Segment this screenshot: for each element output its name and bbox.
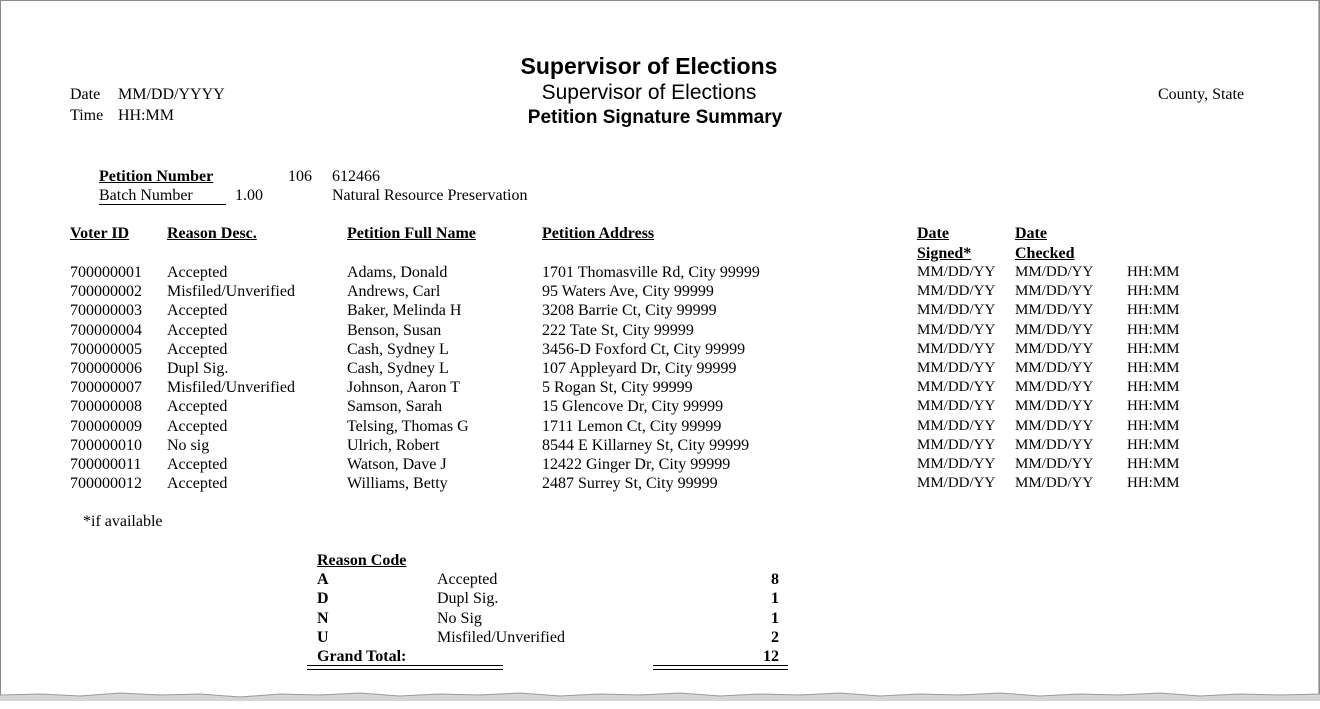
cell-date-signed: MM/DD/YY	[917, 340, 996, 357]
cell-name: Adams, Donald	[347, 264, 448, 281]
summary-count: 1	[771, 590, 779, 608]
cell-reason: Accepted	[167, 302, 228, 320]
cell-address: 222 Tate St, City 99999	[542, 321, 694, 339]
batch-number-value: 1.00	[235, 187, 263, 204]
table-row	[1, 378, 1320, 397]
cell-date-signed: MM/DD/YY	[917, 360, 996, 376]
cell-address: 8544 E Killarney St, City 99999	[542, 436, 750, 454]
summary-desc: Dupl Sig.	[437, 590, 499, 608]
summary-row	[1, 628, 1320, 647]
cell-address: 3208 Barrie Ct, City 99999	[542, 302, 717, 320]
cell-address: 1711 Lemon Ct, City 99999	[542, 417, 722, 435]
table-row	[1, 455, 1320, 474]
cell-reason: Misfiled/Unverified	[167, 283, 295, 301]
petition-number-code: 106	[288, 168, 312, 185]
table-row	[1, 359, 1320, 378]
summary-code: A	[317, 571, 329, 588]
cell-voter-id: 700000012	[70, 475, 142, 493]
report-heading: Petition Signature Summary	[527, 107, 783, 128]
col-header-date-signed-line2: Signed*	[917, 245, 972, 262]
summary-header: Reason Code	[317, 552, 407, 569]
cell-date-signed: MM/DD/YY	[917, 264, 996, 280]
cell-reason: Accepted	[167, 475, 228, 493]
col-header-name: Petition Full Name	[347, 225, 476, 242]
footnote: *if available	[83, 513, 163, 530]
report-title: Supervisor of Elections	[520, 53, 778, 79]
location: County, State	[1158, 86, 1245, 103]
grand-total-value: 12	[763, 648, 779, 665]
cell-voter-id: 700000003	[70, 302, 142, 320]
cell-name: Williams, Betty	[347, 475, 448, 493]
cell-address: 1701 Thomasville Rd, City 99999	[542, 264, 760, 281]
cell-date-checked: MM/DD/YY	[1015, 379, 1094, 396]
cell-name: Johnson, Aaron T	[347, 379, 461, 397]
summary-desc: No Sig	[437, 609, 482, 627]
cell-address: 5 Rogan St, City 99999	[542, 379, 693, 397]
cell-reason: Dupl Sig.	[167, 360, 229, 377]
cell-date-checked: MM/DD/YY	[1015, 398, 1094, 415]
col-header-address: Petition Address	[542, 225, 655, 242]
cell-voter-id: 700000002	[70, 283, 142, 301]
cell-address: 12422 Ginger Dr, City 99999	[542, 456, 731, 473]
summary-count: 2	[771, 628, 779, 646]
cell-time: HH:MM	[1127, 321, 1180, 338]
grand-total-value-rule	[653, 665, 788, 670]
petition-number-value: 612466	[332, 168, 380, 185]
cell-date-signed: MM/DD/YY	[917, 321, 996, 338]
cell-voter-id: 700000005	[70, 340, 142, 358]
cell-name: Benson, Susan	[347, 321, 442, 339]
cell-date-checked: MM/DD/YY	[1015, 340, 1094, 357]
cell-date-checked: MM/DD/YY	[1015, 321, 1094, 338]
cell-voter-id: 700000009	[70, 417, 142, 435]
table-row	[1, 436, 1320, 455]
grand-total-label: Grand Total:	[317, 648, 407, 665]
cell-date-signed: MM/DD/YY	[917, 436, 996, 453]
cell-time: HH:MM	[1127, 379, 1180, 396]
col-header-voter-id: Voter ID	[70, 225, 130, 242]
cell-name: Telsing, Thomas G	[347, 417, 469, 435]
summary-desc: Misfiled/Unverified	[437, 628, 565, 646]
table-row	[1, 263, 1320, 282]
summary-count: 8	[771, 571, 779, 588]
cell-date-signed: MM/DD/YY	[917, 302, 996, 319]
summary-row	[1, 609, 1320, 628]
date-value: MM/DD/YYYY	[118, 86, 225, 103]
cell-date-checked: MM/DD/YY	[1015, 302, 1094, 319]
cell-voter-id: 700000008	[70, 398, 142, 416]
cell-voter-id: 700000011	[70, 456, 142, 473]
batch-underline	[99, 204, 226, 205]
cell-name: Cash, Sydney L	[347, 340, 449, 358]
cell-voter-id: 700000007	[70, 379, 142, 397]
cell-time: HH:MM	[1127, 264, 1180, 280]
table-row	[1, 340, 1320, 359]
cell-name: Baker, Melinda H	[347, 302, 462, 320]
cell-reason: Misfiled/Unverified	[167, 379, 295, 397]
cell-time: HH:MM	[1127, 398, 1180, 415]
cell-voter-id: 700000006	[70, 360, 142, 377]
cell-name: Watson, Dave J	[347, 456, 447, 473]
cell-time: HH:MM	[1127, 360, 1180, 376]
summary-code: U	[317, 628, 329, 646]
cell-address: 107 Appleyard Dr, City 99999	[542, 360, 737, 377]
cell-reason: Accepted	[167, 340, 228, 358]
time-value: HH:MM	[118, 107, 175, 124]
cell-reason: Accepted	[167, 417, 228, 435]
cell-date-signed: MM/DD/YY	[917, 456, 996, 472]
col-header-date-signed-line1: Date	[917, 225, 949, 242]
cell-time: HH:MM	[1127, 302, 1180, 319]
col-header-date-checked-line1: Date	[1015, 225, 1047, 242]
cell-voter-id: 700000010	[70, 436, 142, 454]
cell-date-checked: MM/DD/YY	[1015, 360, 1094, 376]
summary-desc: Accepted	[437, 571, 498, 588]
summary-code: N	[317, 609, 329, 627]
summary-count: 1	[771, 609, 779, 627]
date-label: Date	[70, 86, 101, 103]
cell-time: HH:MM	[1127, 417, 1180, 434]
cell-address: 15 Glencove Dr, City 99999	[542, 398, 724, 416]
cell-time: HH:MM	[1127, 283, 1180, 300]
summary-code: D	[317, 590, 329, 608]
report-subtitle: Supervisor of Elections	[541, 81, 757, 104]
cell-name: Cash, Sydney L	[347, 360, 449, 377]
torn-edge-decoration	[0, 689, 1320, 709]
summary-row	[1, 589, 1320, 608]
cell-time: HH:MM	[1127, 340, 1180, 357]
summary-row	[1, 570, 1320, 589]
table-row	[1, 321, 1320, 340]
cell-address: 95 Waters Ave, City 99999	[542, 283, 714, 301]
cell-time: HH:MM	[1127, 456, 1180, 472]
col-header-date-checked-line2: Checked	[1015, 245, 1075, 262]
table-row	[1, 417, 1320, 436]
table-row	[1, 301, 1320, 320]
cell-reason: Accepted	[167, 264, 228, 281]
cell-reason: No sig	[167, 436, 210, 454]
cell-reason: Accepted	[167, 321, 228, 339]
cell-date-checked: MM/DD/YY	[1015, 283, 1094, 300]
cell-date-signed: MM/DD/YY	[917, 379, 996, 396]
cell-date-checked: MM/DD/YY	[1015, 417, 1094, 434]
grand-total-label-rule	[307, 665, 503, 670]
cell-name: Samson, Sarah	[347, 398, 443, 416]
cell-name: Andrews, Carl	[347, 283, 441, 301]
cell-time: HH:MM	[1127, 475, 1180, 492]
petition-description: Natural Resource Preservation	[332, 187, 528, 204]
cell-reason: Accepted	[167, 398, 228, 416]
cell-date-checked: MM/DD/YY	[1015, 264, 1094, 280]
cell-date-signed: MM/DD/YY	[917, 283, 996, 300]
table-row	[1, 397, 1320, 416]
cell-date-checked: MM/DD/YY	[1015, 436, 1094, 453]
col-header-reason: Reason Desc.	[167, 225, 257, 242]
cell-date-signed: MM/DD/YY	[917, 398, 996, 415]
batch-number-label: Batch Number	[99, 187, 193, 204]
table-row	[1, 282, 1320, 301]
cell-date-checked: MM/DD/YY	[1015, 456, 1094, 472]
cell-address: 2487 Surrey St, City 99999	[542, 475, 718, 493]
cell-date-checked: MM/DD/YY	[1015, 475, 1094, 492]
cell-date-signed: MM/DD/YY	[917, 417, 996, 434]
time-label: Time	[70, 107, 104, 124]
cell-address: 3456-D Foxford Ct, City 99999	[542, 340, 746, 358]
cell-reason: Accepted	[167, 456, 228, 473]
cell-time: HH:MM	[1127, 436, 1180, 453]
cell-name: Ulrich, Robert	[347, 436, 440, 454]
cell-date-signed: MM/DD/YY	[917, 475, 996, 492]
petition-number-label: Petition Number	[99, 168, 214, 185]
cell-voter-id: 700000004	[70, 321, 142, 339]
table-row	[1, 474, 1320, 493]
cell-voter-id: 700000001	[70, 264, 142, 281]
